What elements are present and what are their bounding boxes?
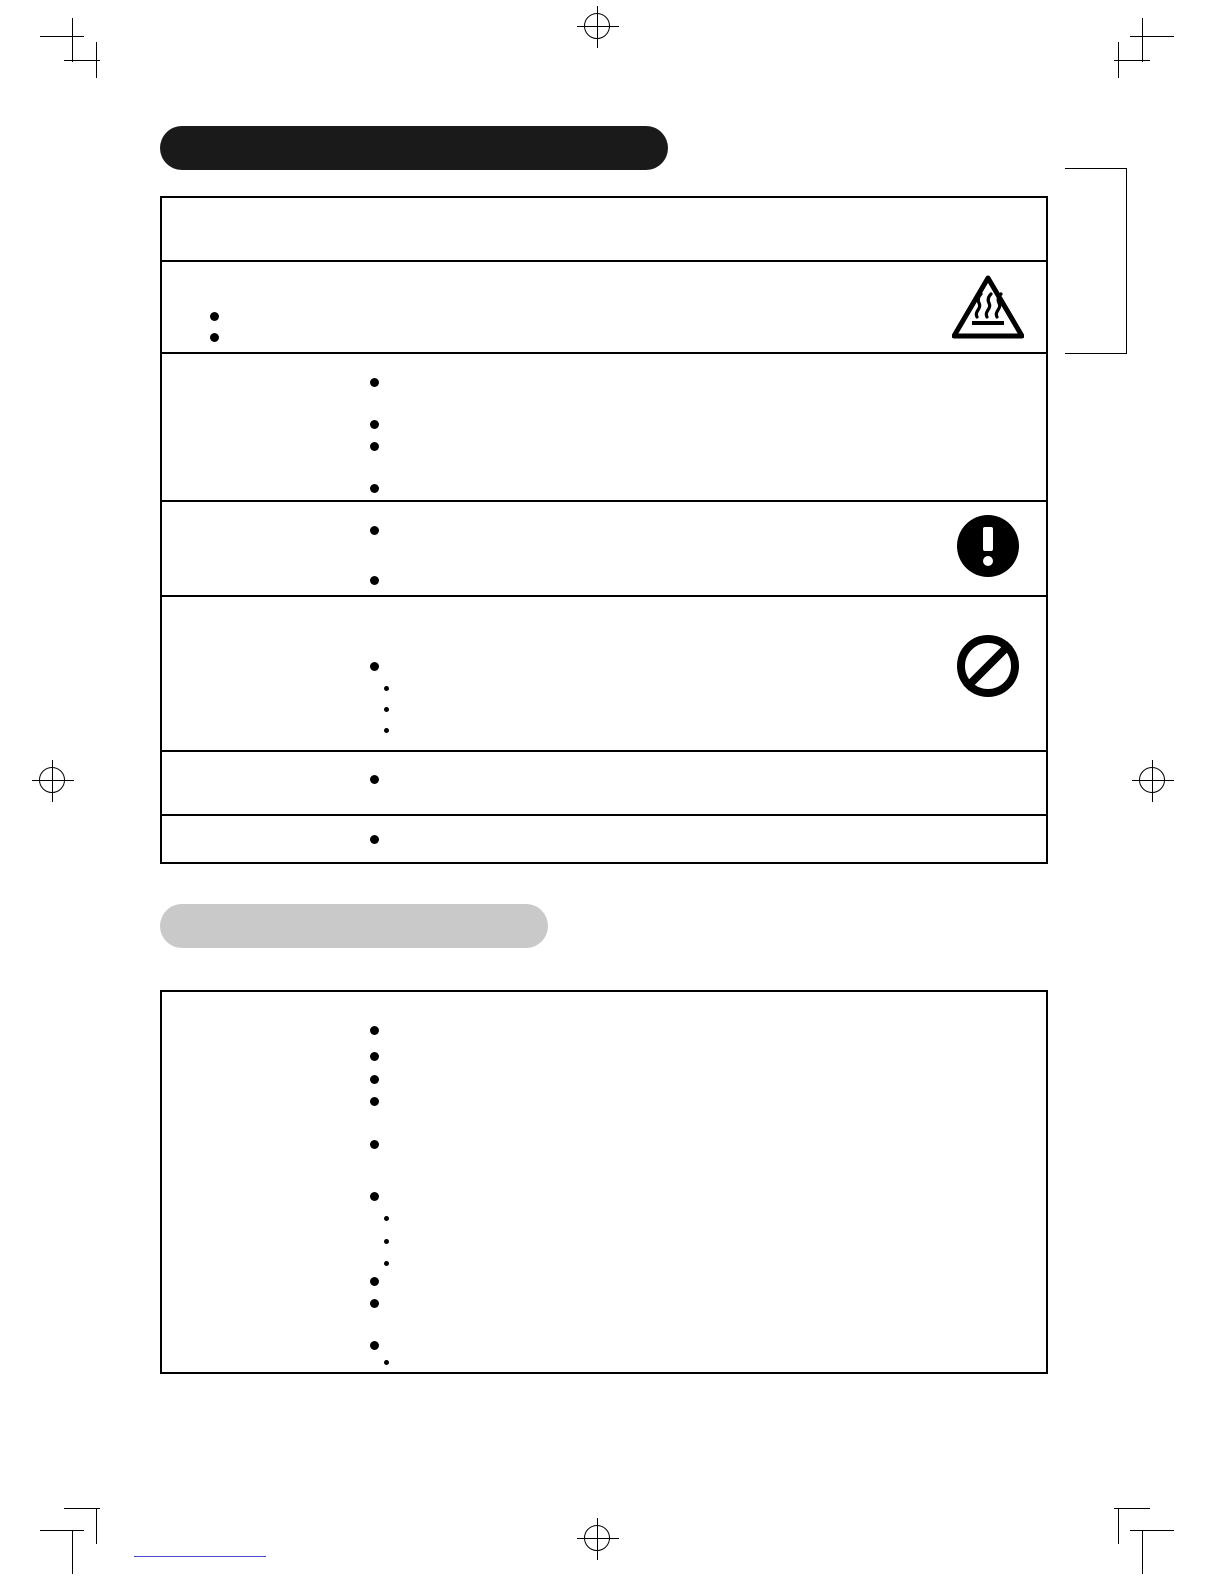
bullet (370, 1277, 379, 1286)
bullet (370, 1341, 379, 1350)
bullet (384, 728, 389, 733)
bullet (370, 442, 379, 451)
prohibition-icon (957, 635, 1029, 707)
caution-row-1 (162, 198, 1046, 262)
notes-section-title (160, 904, 548, 948)
caution-row-2 (162, 262, 1046, 354)
caution-row-7 (162, 816, 1046, 862)
bullet (210, 333, 219, 342)
crop-mark-bottom-left (40, 1508, 100, 1570)
bullet (384, 707, 389, 712)
bullet (370, 1140, 379, 1149)
general-mandatory-action-icon (957, 515, 1029, 587)
notes-panel (160, 990, 1048, 1374)
crop-mark-top-left (40, 18, 100, 78)
registration-target-bottom (577, 1518, 619, 1560)
crop-mark-bottom-right (1110, 1508, 1174, 1570)
hot-surface-warning-icon-svg (952, 274, 1024, 340)
bullet (384, 1261, 389, 1266)
bullet (384, 686, 389, 691)
bullet (370, 775, 379, 784)
bullet (370, 1097, 379, 1106)
exclamation-mark-glyph (957, 515, 1019, 577)
bullet (384, 1360, 389, 1365)
bullet (370, 576, 379, 585)
bullet (370, 1299, 379, 1308)
bullet (370, 1192, 379, 1201)
bullet (370, 526, 379, 535)
bullet (370, 835, 379, 844)
bullet (370, 484, 379, 493)
caution-row-5 (162, 597, 1046, 752)
bullet (210, 312, 219, 321)
bullet (384, 1216, 389, 1221)
bullet (384, 1239, 389, 1244)
bullet (370, 378, 379, 387)
footer-rule (134, 1556, 266, 1557)
registration-target-left (32, 760, 74, 802)
registration-target-right (1132, 760, 1174, 802)
bullet (370, 1075, 379, 1084)
caution-row-6 (162, 752, 1046, 816)
caution-row-3 (162, 354, 1046, 502)
bullet (370, 1026, 379, 1035)
notes-body (162, 992, 1046, 1372)
prohibition-glyph (957, 635, 1019, 697)
page-edge-tab-bracket (1065, 168, 1127, 354)
bullet (370, 662, 379, 671)
hot-surface-warning-icon (952, 274, 1024, 346)
caution-panel (160, 196, 1048, 864)
bullet (370, 1052, 379, 1061)
bullet (370, 420, 379, 429)
caution-section-title (160, 126, 668, 170)
caution-row-4 (162, 502, 1046, 597)
crop-mark-top-right (1110, 18, 1174, 78)
registration-target-top (577, 6, 619, 48)
